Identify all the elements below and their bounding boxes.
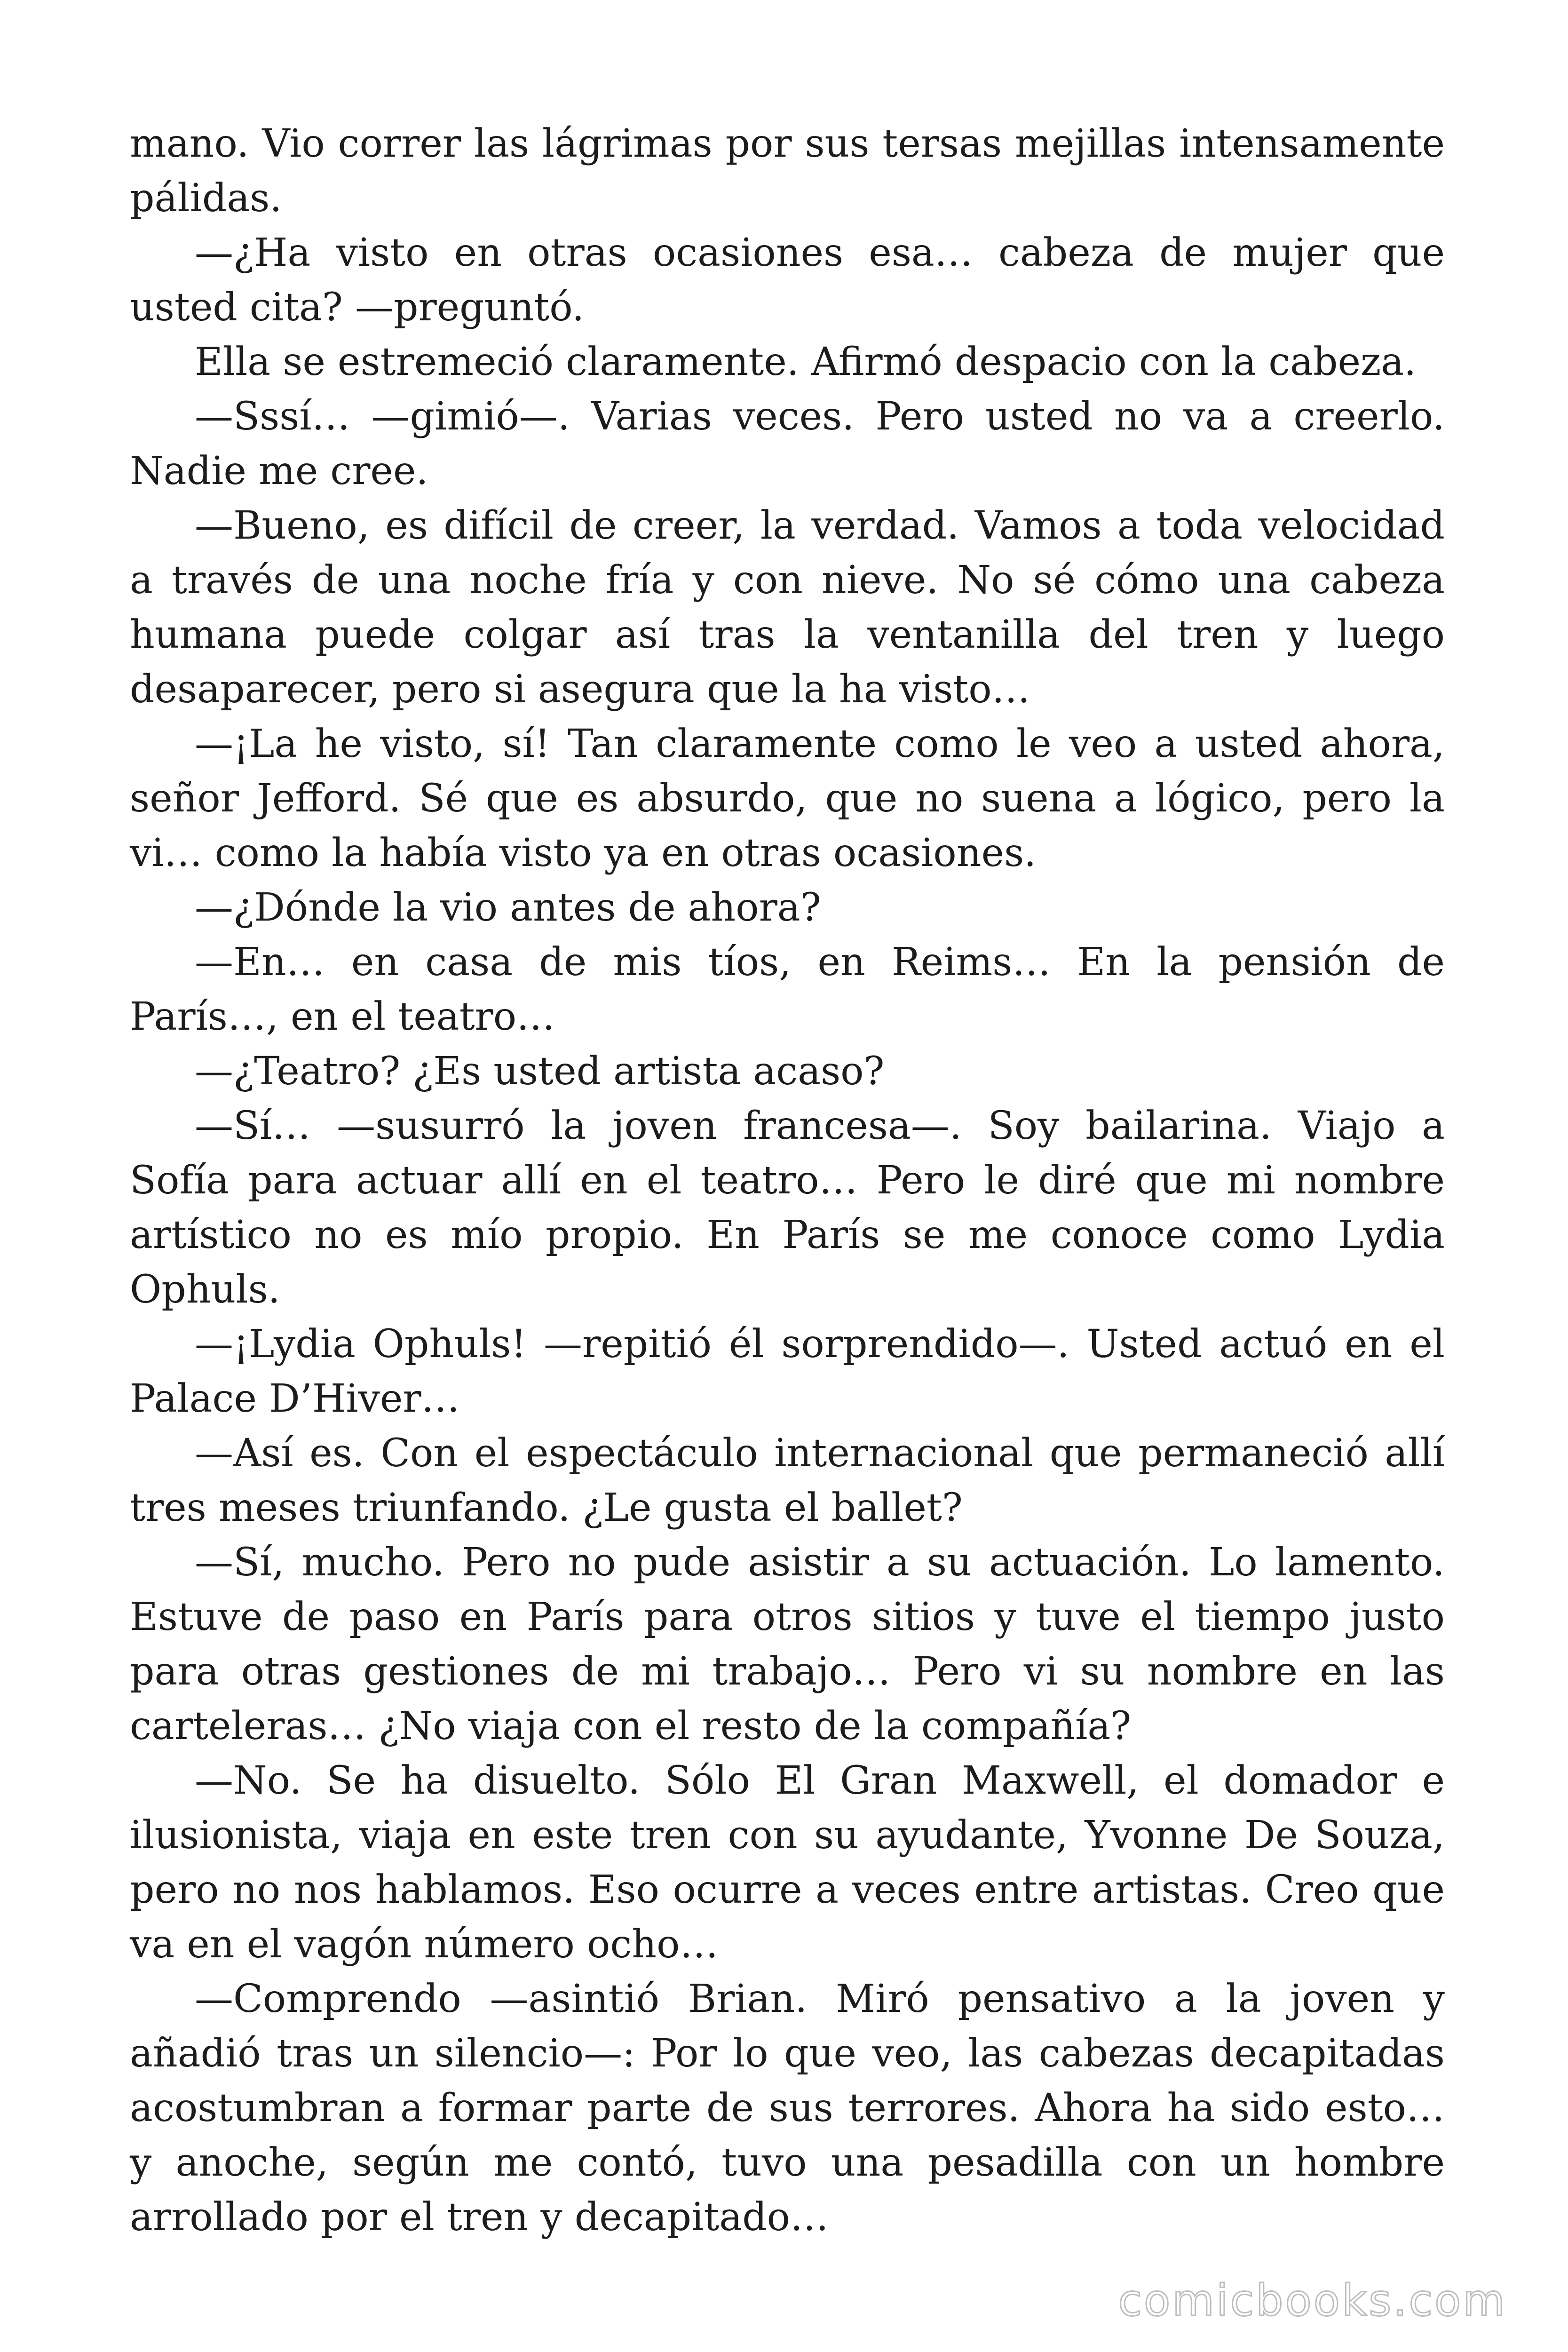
paragraph-13: —Sí, mucho. Pero no pude asistir a su actuación. Lo lamento. Estuve de paso en París para otros sitios y tuve el tiempo justo para otras gestiones de mi trabajo… Pero vi su nombre en las carteleras… ¿No viaja con el resto de la compañía? bbox=[130, 1540, 1445, 1748]
paragraph-1: mano. Vio correr las lágrimas por sus tersas mejillas intensamente pálidas. bbox=[130, 121, 1445, 221]
paragraph-15: —Comprendo —asintió Brian. Miró pensativo a la joven y añadió tras un silencio—: Por lo que veo, las cabezas decapitadas acostumbran a formar parte de sus terrores. Ahora ha sido esto… y anoche, según me contó, tuvo una pesadilla con un hombre arrollado por el tren y decapitado… bbox=[130, 1977, 1445, 2240]
paragraph-11: —¡Lydia Ophuls! —repitió él sorprendido—. Usted actuó en el Palace D’Hiver… bbox=[130, 1322, 1445, 1421]
paragraph-6: —¡La he visto, sí! Tan claramente como le veo a usted ahora, señor Jefford. Sé que es absurdo, que no suena a lógico, pero la vi… como la había visto ya en otras ocasiones. bbox=[130, 722, 1445, 875]
paragraph-5: —Bueno, es difícil de creer, la verdad. Vamos a toda velocidad a través de una noche fría y con nieve. No sé cómo una cabeza humana puede colgar así tras la ventanilla del tren y luego desaparecer, pero si asegura que la ha visto… bbox=[130, 503, 1445, 712]
paragraph-12: —Así es. Con el espectáculo internacional que permaneció allí tres meses triunfando. ¿Le gusta el ballet? bbox=[130, 1431, 1445, 1530]
paragraph-3: Ella se estremeció claramente. Afirmó despacio con la cabeza. bbox=[195, 340, 1417, 384]
page-body bbox=[130, 117, 1445, 2245]
watermark: comicbooks.com bbox=[1118, 2275, 1507, 2326]
paragraph-9: —¿Teatro? ¿Es usted artista acaso? bbox=[195, 1049, 885, 1094]
paragraph-8: —En… en casa de mis tíos, en Reims… En la pensión de París…, en el teatro… bbox=[130, 940, 1445, 1039]
paragraph-2: —¿Ha visto en otras ocasiones esa… cabeza de mujer que usted cita? —preguntó. bbox=[130, 230, 1445, 330]
paragraph-4: —Sssí… —gimió—. Varias veces. Pero usted no va a creerlo. Nadie me cree. bbox=[130, 394, 1445, 493]
paragraph-7: —¿Dónde la vio antes de ahora? bbox=[195, 885, 821, 930]
paragraph-10: —Sí… —susurró la joven francesa—. Soy bailarina. Viajo a Sofía para actuar allí en el teatro… Pero le diré que mi nombre artístico no es mío propio. En París se me conoce como Lydia Ophuls. bbox=[130, 1104, 1445, 1312]
paragraph-14: —No. Se ha disuelto. Sólo El Gran Maxwell, el domador e ilusionista, viaja en este tren con su ayudante, Yvonne De Souza, pero no nos hablamos. Eso ocurre a veces entre artistas. Creo que va en el vagón número ocho… bbox=[130, 1758, 1445, 1967]
